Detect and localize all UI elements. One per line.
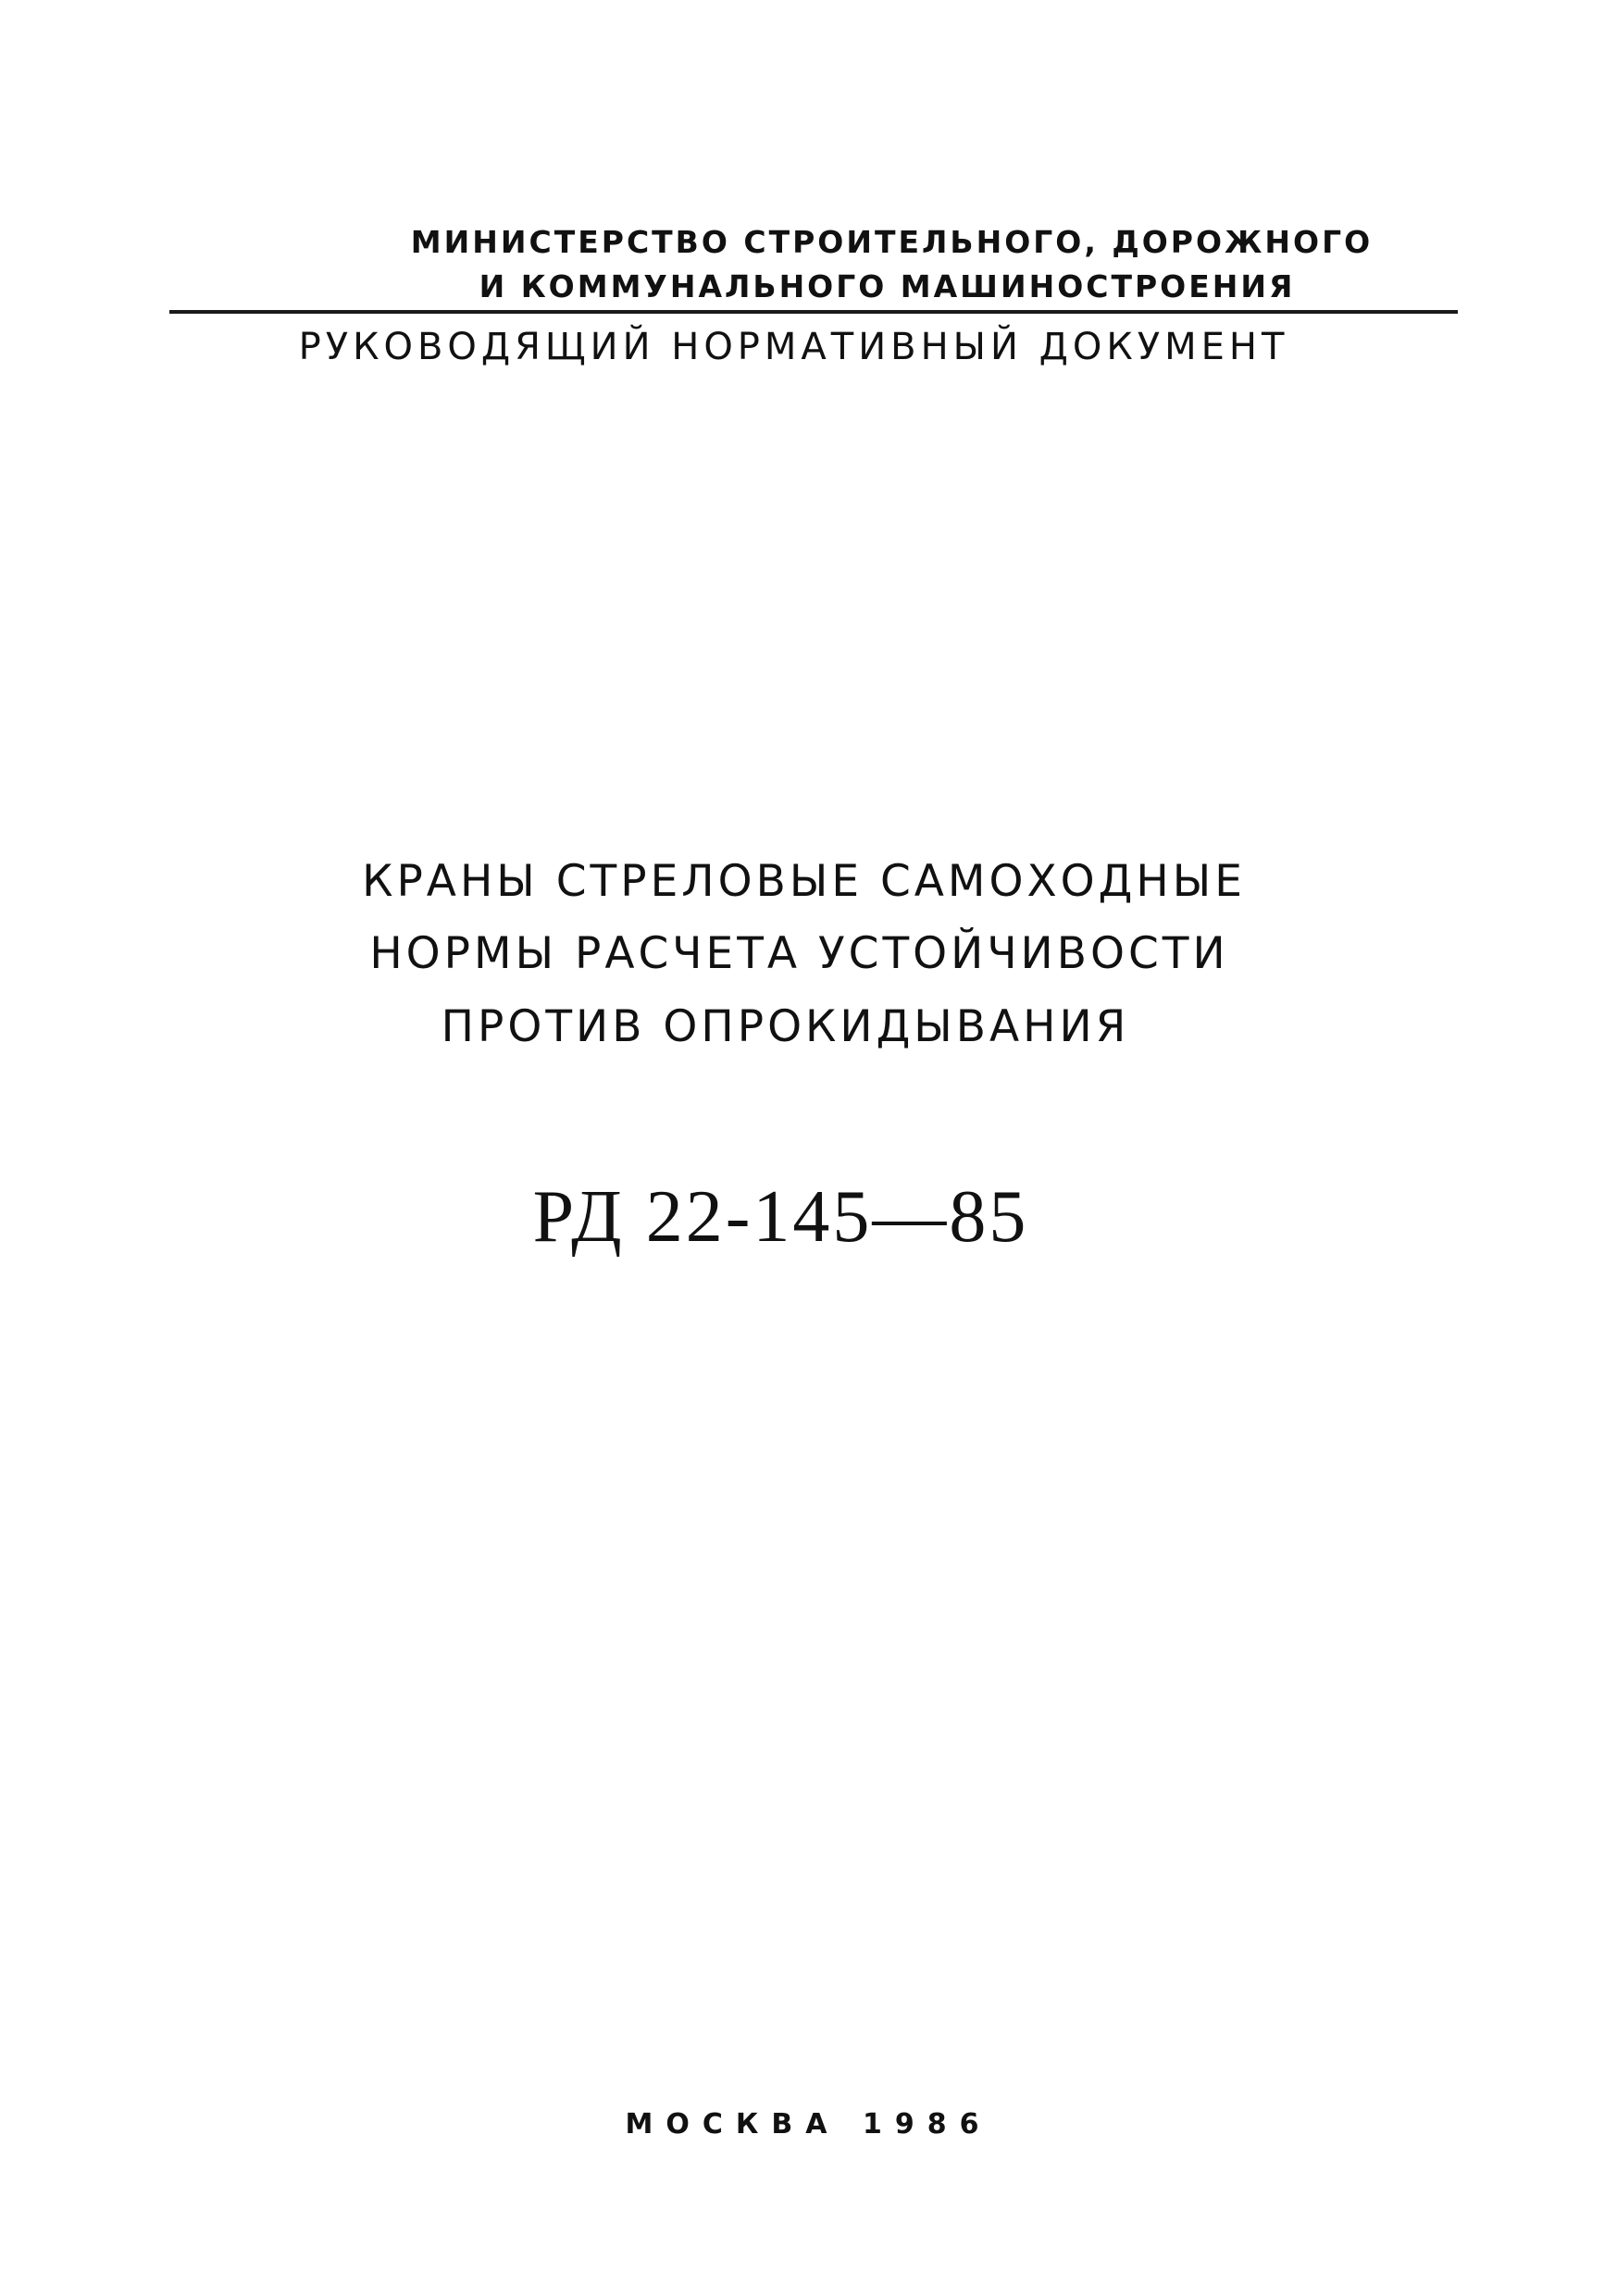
title-line-1: КРАНЫ СТРЕЛОВЫЕ САМОХОДНЫЕ	[362, 856, 1246, 907]
document-type-heading: РУКОВОДЯЩИЙ НОРМАТИВНЫЙ ДОКУМЕНТ	[298, 326, 1289, 368]
publication-place-year: МОСКВА 1986	[625, 2108, 992, 2141]
document-code: РД 22-145—85	[532, 1176, 1029, 1258]
ministry-name-line-2: И КОММУНАЛЬНОГО МАШИНОСТРОЕНИЯ	[479, 268, 1296, 304]
title-line-2: НОРМЫ РАСЧЕТА УСТОЙЧИВОСТИ	[369, 928, 1229, 979]
title-line-3: ПРОТИВ ОПРОКИДЫВАНИЯ	[441, 1001, 1130, 1052]
header-divider	[169, 310, 1458, 314]
ministry-name-line-1: МИНИСТЕРСТВО СТРОИТЕЛЬНОГО, ДОРОЖНОГО	[410, 224, 1374, 260]
